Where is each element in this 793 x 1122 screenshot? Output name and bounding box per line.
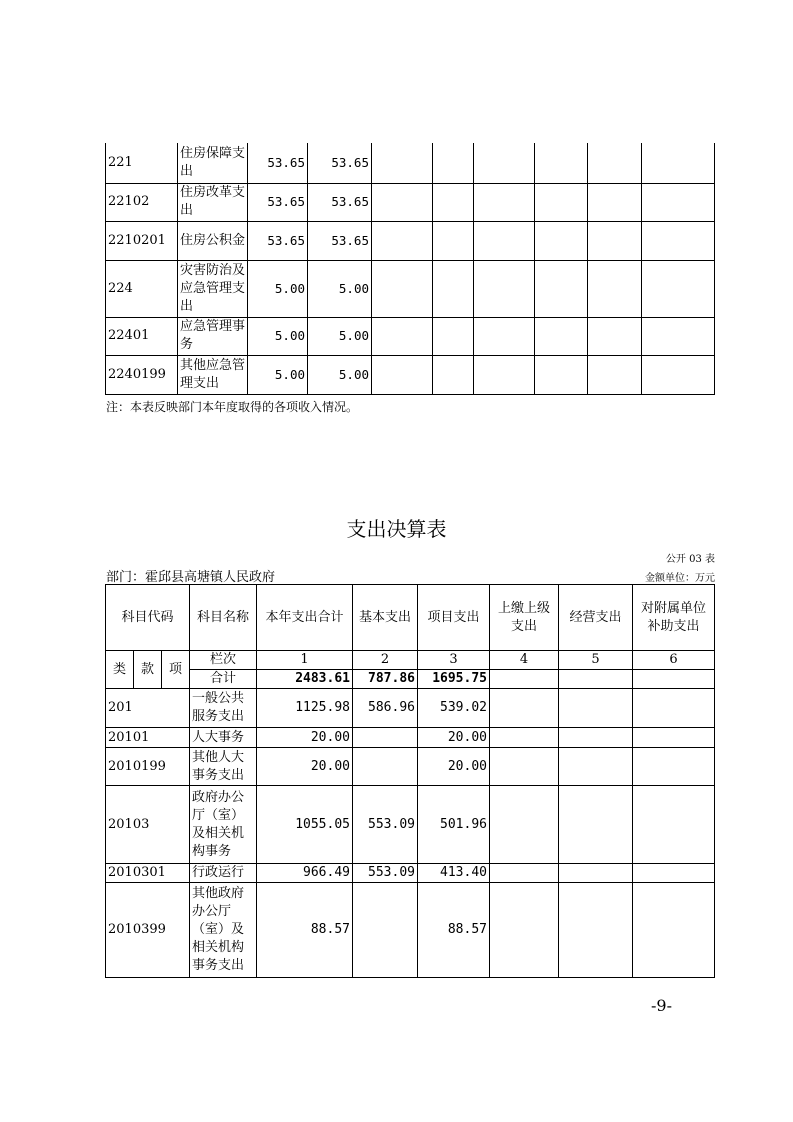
value-fiscal: 53.65	[308, 143, 372, 183]
table-row	[106, 260, 715, 317]
subject-code: 224	[106, 260, 178, 317]
value-fiscal: 5.00	[308, 260, 372, 317]
col-num-1: 1	[257, 651, 353, 670]
header-xiang: 项	[162, 651, 190, 689]
value-basic: 553.09	[353, 864, 418, 883]
header-lanci: 栏次	[190, 651, 257, 670]
column-number-row	[106, 651, 715, 670]
income-table-continued	[105, 143, 715, 395]
header-business: 经营支出	[559, 585, 633, 651]
subject-name: 应急管理事务	[178, 317, 248, 355]
subject-code: 2010399	[106, 883, 190, 978]
value-total: 5.00	[248, 260, 308, 317]
value-fiscal: 5.00	[308, 317, 372, 355]
subject-name: 住房保障支出	[178, 143, 248, 183]
total-project: 1695.75	[418, 670, 490, 689]
header-code: 科目代码	[106, 585, 190, 651]
value-total: 20.00	[257, 748, 353, 786]
value-total: 1125.98	[257, 689, 353, 728]
subject-name: 灾害防治及应急管理支出	[178, 260, 248, 317]
value-total: 5.00	[248, 317, 308, 355]
table-row	[106, 728, 715, 748]
form-number: 公开 03 表	[665, 554, 715, 565]
table-row	[106, 143, 715, 183]
subject-name: 其他人大事务支出	[190, 748, 257, 786]
table-row	[106, 748, 715, 786]
subject-name: 住房公积金	[178, 221, 248, 260]
value-fiscal: 5.00	[308, 355, 372, 394]
value-project: 88.57	[418, 883, 490, 978]
value-project: 20.00	[418, 728, 490, 748]
subject-code: 201	[106, 689, 190, 728]
value-total: 53.65	[248, 221, 308, 260]
subject-code: 2010199	[106, 748, 190, 786]
subject-name: 人大事务	[190, 728, 257, 748]
header-subsidy: 对附属单位补助支出	[633, 585, 715, 651]
header-project: 项目支出	[418, 585, 490, 651]
table-row	[106, 883, 715, 978]
subject-name: 其他政府办公厅（室）及相关机构事务支出	[190, 883, 257, 978]
value-total: 5.00	[248, 355, 308, 394]
col-num-2: 2	[353, 651, 418, 670]
table-row	[106, 689, 715, 728]
value-total: 966.49	[257, 864, 353, 883]
table-row	[106, 864, 715, 883]
value-basic	[353, 883, 418, 978]
expenditure-table	[105, 584, 715, 978]
total-basic: 787.86	[353, 670, 418, 689]
amount-unit: 金额单位：万元	[645, 573, 715, 584]
subject-name: 住房改革支出	[178, 183, 248, 221]
header-lei: 类	[106, 651, 134, 689]
table-row	[106, 183, 715, 221]
value-basic: 586.96	[353, 689, 418, 728]
value-basic	[353, 728, 418, 748]
subject-name: 行政运行	[190, 864, 257, 883]
subject-code: 20101	[106, 728, 190, 748]
table-row	[106, 355, 715, 394]
subject-name: 政府办公厅（室）及相关机构事务	[190, 786, 257, 864]
subject-code: 2010301	[106, 864, 190, 883]
subject-name: 其他应急管理支出	[178, 355, 248, 394]
value-total: 53.65	[248, 183, 308, 221]
value-total: 53.65	[248, 143, 308, 183]
total-sum: 2483.61	[257, 670, 353, 689]
value-basic	[353, 748, 418, 786]
header-total: 本年支出合计	[257, 585, 353, 651]
table-note: 注：本表反映部门本年度取得的各项收入情况。	[106, 400, 359, 414]
value-project: 413.40	[418, 864, 490, 883]
value-total: 20.00	[257, 728, 353, 748]
header-name: 科目名称	[190, 585, 257, 651]
subject-code: 20103	[106, 786, 190, 864]
col-num-6: 6	[633, 651, 715, 670]
table-row	[106, 786, 715, 864]
header-upper: 上缴上级支出	[490, 585, 559, 651]
header-basic: 基本支出	[353, 585, 418, 651]
subject-code: 2210201	[106, 221, 178, 260]
header-kuan: 款	[134, 651, 162, 689]
value-total: 88.57	[257, 883, 353, 978]
value-project: 20.00	[418, 748, 490, 786]
subject-name: 一般公共服务支出	[190, 689, 257, 728]
value-fiscal: 53.65	[308, 221, 372, 260]
value-basic: 553.09	[353, 786, 418, 864]
value-fiscal: 53.65	[308, 183, 372, 221]
subject-code: 2240199	[106, 355, 178, 394]
value-total: 1055.05	[257, 786, 353, 864]
table-row	[106, 221, 715, 260]
col-num-5: 5	[559, 651, 633, 670]
subject-code: 221	[106, 143, 178, 183]
value-project: 501.96	[418, 786, 490, 864]
department-label: 部门：霍邱县高塘镇人民政府	[106, 570, 276, 585]
total-label: 合计	[190, 670, 257, 689]
table-row	[106, 317, 715, 355]
value-project: 539.02	[418, 689, 490, 728]
col-num-3: 3	[418, 651, 490, 670]
col-num-4: 4	[490, 651, 559, 670]
header-row	[106, 585, 715, 651]
total-row	[106, 670, 715, 689]
subject-code: 22401	[106, 317, 178, 355]
subject-code: 22102	[106, 183, 178, 221]
page-title: 支出决算表	[346, 517, 447, 541]
page-number: -9-	[651, 996, 672, 1015]
